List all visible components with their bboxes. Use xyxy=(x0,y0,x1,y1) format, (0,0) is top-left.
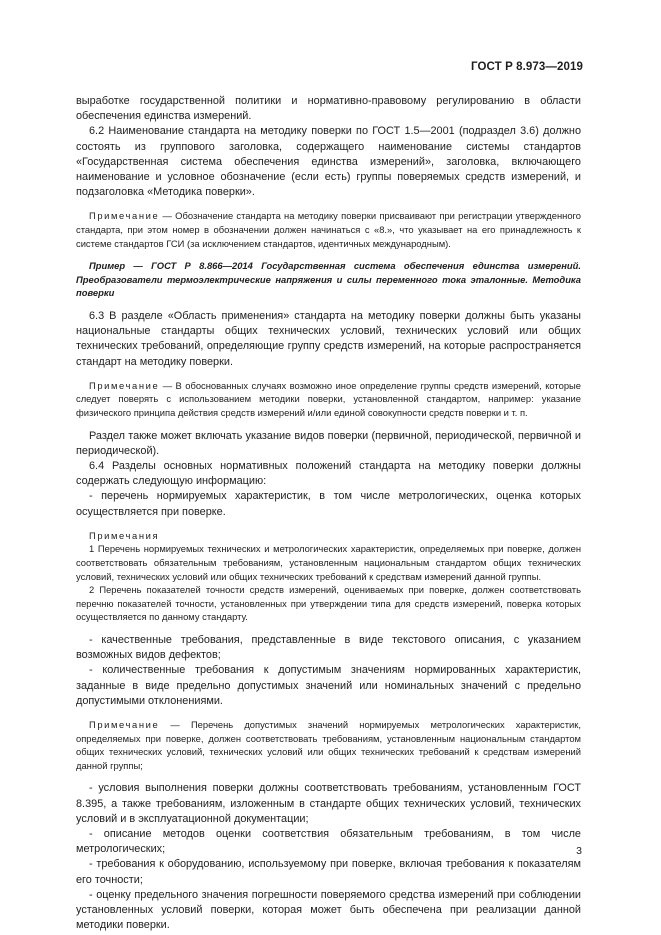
standard-designation: ГОСТ Р 8.973—2019 xyxy=(471,61,583,73)
paragraph-6-2: 6.2 Наименование стандарта на методику поверки по ГОСТ 1.5—2001 (подраздел 3.6) должно состоять из группового заголовка, содержащего наименование системы стандартов «Государственная система обеспечения единства измерений», заголовка, включающего наименование и условное обозначение (если есть) группы поверяемых средств измерений, и подзаголовка «Методика поверки». xyxy=(76,125,581,199)
example-label: Пример xyxy=(89,260,126,272)
note-item-1: 1 Перечень нормируемых технических и метрологических характеристик, определяемых при поверке, должен соответствовать обязательным требованиям, установленным национальным стандартом общих технических условий, технических условий или общих технических требований к средствам измерений данной группы. xyxy=(76,543,581,582)
note-designation xyxy=(76,209,581,250)
paragraph-6-4: 6.4 Разделы основных нормативных положений стандарта на методику поверки должны содержать следующую информацию: xyxy=(76,459,581,488)
document-body xyxy=(76,94,581,933)
note-scope xyxy=(76,379,581,420)
example-block xyxy=(76,259,581,300)
note-permissible-values xyxy=(76,718,581,772)
list-item: - качественные требования, представленные в виде текстового описания, с указанием возможных видов дефектов; xyxy=(76,633,581,662)
note-text: — Обозначение стандарта на методику поверки присваивают при регистрации утвержденного стандарта, при этом номер в обозначении должен начинаться с «8.», что указывает на его принадлежность к системе стандартов ГСИ (за исключением стандартов, идентичных международным). xyxy=(76,210,581,249)
note-label: Примечание xyxy=(89,379,160,391)
list-item: - оценку предельного значения погрешности поверяемого средства измерений при соблюдении установленных условий поверки, которая может быть обеспечена при реализации данной методики поверки. xyxy=(76,888,581,932)
list-item: - перечень нормируемых характеристик, в том числе метрологических, оценка которых осуществляется при поверке. xyxy=(76,490,581,518)
list-item: - количественные требования к допустимым значениям нормированных характеристик, заданные в виде предельно допустимых значений или номинальных значений с предельно допустимыми отклонениями. xyxy=(76,664,581,707)
note-text: — В обоснованных случаях возможно иное определение группы средств измерений, которые следует поверять с использованием методики поверки, установленной стандартом, например: указание физического принципа действия средств измерений и/или единой совокупности средств поверки и т. п. xyxy=(76,379,581,418)
notes-heading: Примечания xyxy=(89,529,160,541)
note-text: — Перечень допустимых значений нормируемых метрологических характеристик, определяемых при поверке, должен соответствовать требованиям, установленным национальным стандартом общих технических условий, технических условий или общих технических требований к средствам измерений данной группы; xyxy=(76,718,581,771)
list-item: - условия выполнения поверки должны соответствовать требованиям, установленным ГОСТ 8.395, а также требованиям, изложенным в стандарте общих технических условий, технических условий и в эксплуатационной документации; xyxy=(76,782,581,825)
list-item: - описание методов оценки соответствия обязательным требованиям, в том числе метрологических; xyxy=(76,827,581,856)
note-item-2: 2 Перечень показателей точности средств измерений, оцениваемых при поверке, должен соответствовать перечню показателей точности, установленных при утверждении типа для средств измерений, поверка которых осуществляется по данному стандарту. xyxy=(76,584,581,623)
paragraph-continuation: выработке государственной политики и нормативно-правовому регулированию в области обеспечения единства измерений. xyxy=(76,95,581,123)
note-label: Примечание xyxy=(89,210,160,222)
page-number: 3 xyxy=(576,845,582,857)
list-item: - требования к оборудованию, используемому при поверке, включая требования к показателям его точности; xyxy=(76,858,581,886)
example-text: — ГОСТ Р 8.866—2014 Государственная система обеспечения единства измерений. Преобразователи термоэлектрические напряжения и силы переменного тока эталонные. Методика поверки xyxy=(76,260,581,299)
paragraph-section: Раздел также может включать указание видов поверки (первичной, периодической, первичной и периодической). xyxy=(76,429,581,457)
paragraph-6-3: 6.3 В разделе «Область применения» стандарта на методику поверки должны быть указаны национальные стандарты общих технических условий, технических условий или общих технических требований, определяющие группу средств измерений, на которые распространяется стандарт на методику поверки. xyxy=(76,309,581,368)
note-label: Примечание xyxy=(89,718,160,730)
